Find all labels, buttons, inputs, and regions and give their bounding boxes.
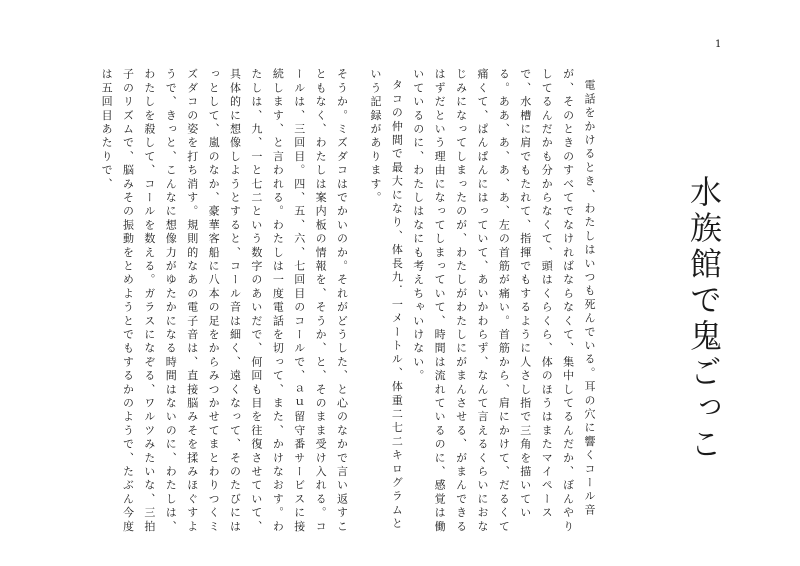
- paragraph-1: 電話をかけるとき、わたしはいつも死んでいる。耳の穴に響くコール音が、そのときのすべてでなければならなくて、集中してるんだか、ぼんやりしてるんだかも分からなくて、頭はくらくら、体のほうはまたマイペースで、水槽に肩でもたれて、指揮でもするように人さし指で三角を描いている。ああ、あ、あ、あ、左の首筋が痛い。首筋から、肩にかけて、だるくて痛くて、ぱんぱんにはっていて、あいかわらず、なんて言えるくらいにおなじみになってしまったのが、わたしがわたしにがまんさせる、がまんできるはずだという理由になってしまっていて、時間は流れているのに、感覚は働いているのに、わたしはなにも考えちゃいけない。: [411, 68, 596, 534]
- chapter-title: 水族館で鬼ごっこ: [685, 175, 723, 463]
- paragraph-3: そうか。ミズダコはでかいのか。それがどうした、と心のなかで言い返すこともなく、わたしは案内板の情報を、そうか、と、そのまま受け入れる。コールは、三回目。四、五、六、七回目のコールで、ａｕ留守番サービスに接続します、と言われる。わたしは一度電話を切って、また、かけなおす。わたしは、九、一と七二という数字のあいだで、何回も目を往復させていて、具体的に想像しようとすると、コール音は細く、遠くなって、そのたびにはっとして、嵐のなか、豪華客船に八本の足をからみつかせてまとわりつくミズダコの姿を打ち消す。規則的なあの電子音は、直接脳みそを揉みほぐすようで、きっと、こんなに想像力がゆたかになる時間はないのに、わたしは、わたしを殺して、コールを数える。ガラスになぞる、ワルツみたいな、三拍子のリズムで、脳みその振動をとめようとでもするかのようで、たぶん今度は五回目あたりで、: [100, 68, 349, 534]
- page-number: 1: [715, 39, 722, 50]
- body-text: [95, 68, 600, 538]
- paragraph-2: タコの仲間で最大になり、体長九．一メートル、体重二七二キログラムという記録があります。: [368, 68, 404, 532]
